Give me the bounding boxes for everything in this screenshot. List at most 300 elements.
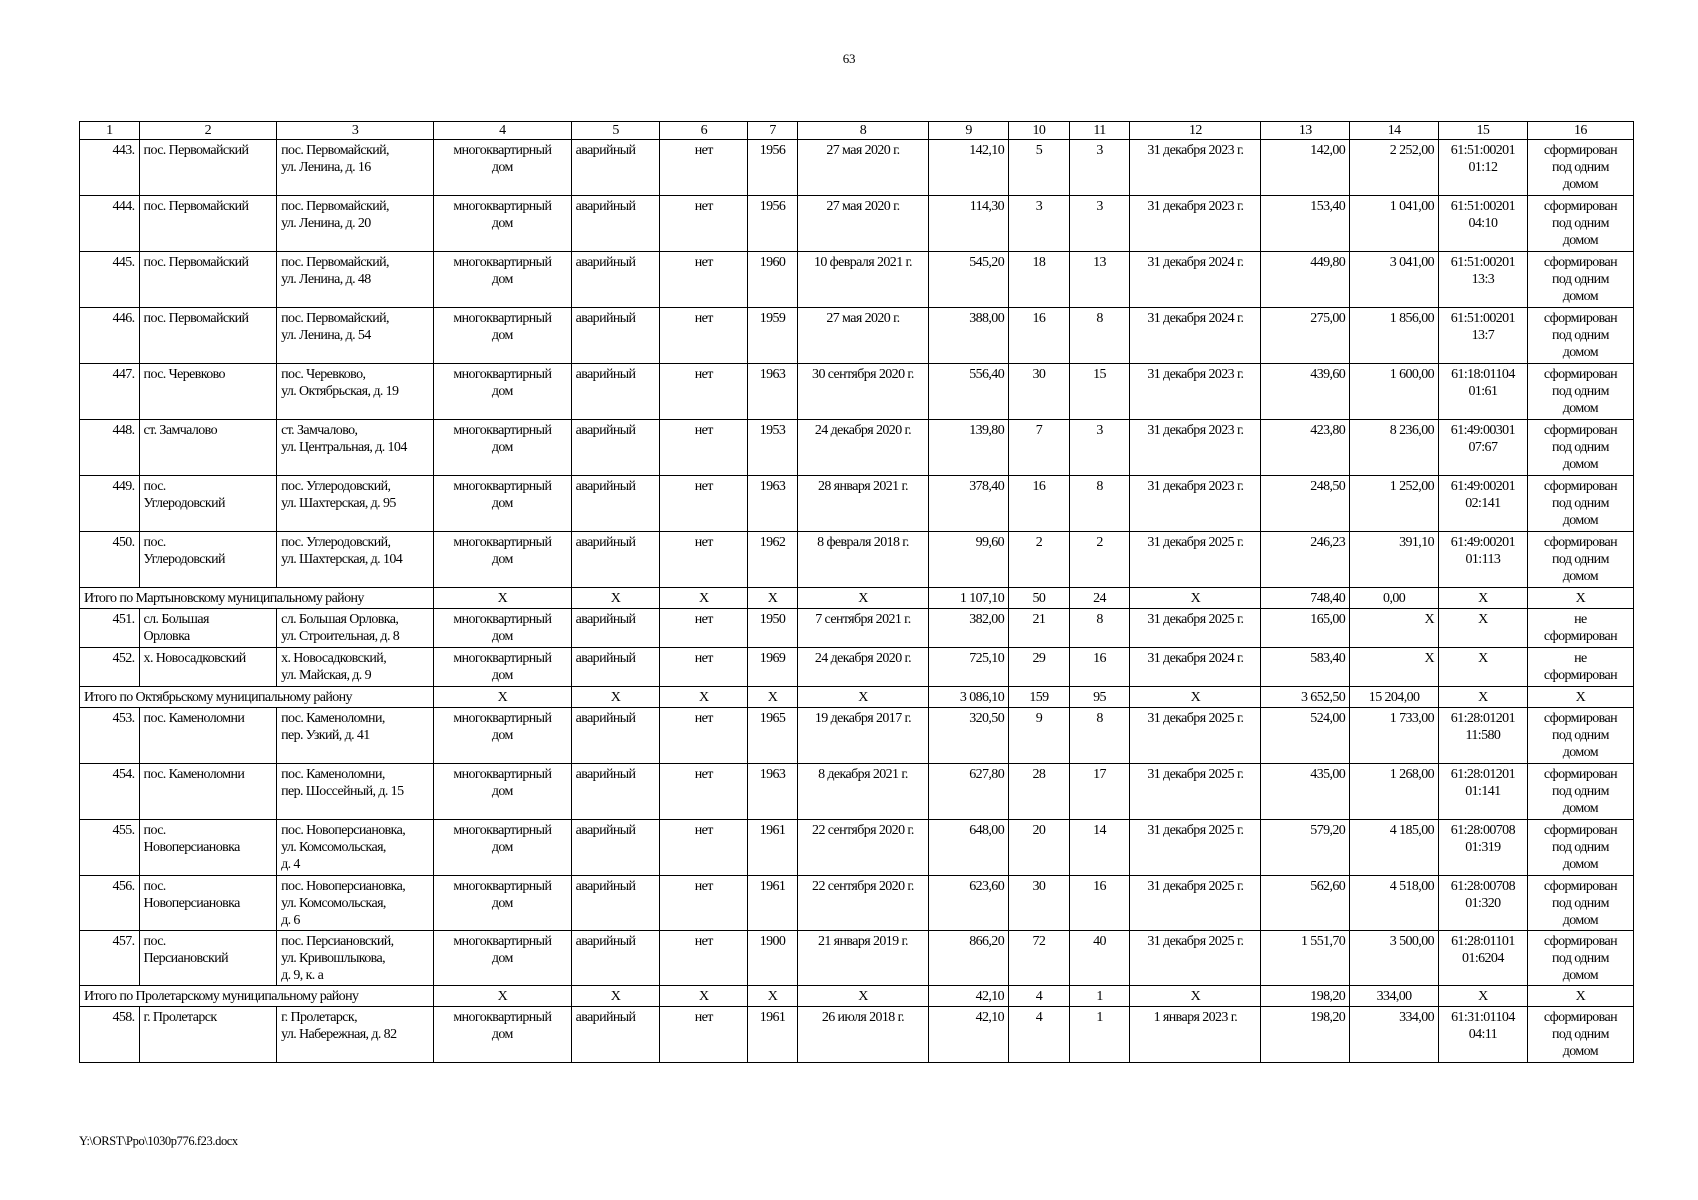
condition: аварийный — [571, 420, 660, 476]
flag: нет — [660, 876, 748, 931]
settlement-line: пос. — [143, 479, 166, 494]
flag: нет — [660, 609, 748, 648]
residents: 21 — [1009, 609, 1070, 648]
total-cadastral-number: X — [1439, 687, 1528, 708]
settlement: пос. Первомайский — [139, 140, 277, 196]
land-status-line: под одним — [1551, 272, 1609, 287]
resettlement-deadline: 31 декабря 2025 г. — [1130, 876, 1261, 931]
building-type-line: дом — [491, 668, 513, 683]
cost: 1 600,00 — [1350, 364, 1439, 420]
total-apartments: 1 — [1069, 986, 1130, 1007]
total-residents: 4 — [1009, 986, 1070, 1007]
table-row — [80, 609, 1634, 648]
resettlement-deadline: 31 декабря 2024 г. — [1130, 308, 1261, 364]
cadastral-number — [1439, 252, 1528, 308]
total-year: X — [748, 588, 798, 609]
address — [277, 708, 434, 764]
area: 725,10 — [928, 648, 1008, 687]
table-row — [80, 876, 1634, 931]
address-line: г. Пролетарск, — [281, 1010, 357, 1025]
building-type-line: дом — [491, 896, 513, 911]
cadastral-number-line: 11:580 — [1465, 728, 1501, 743]
total-year: X — [748, 986, 798, 1007]
cadastral-number — [1439, 308, 1528, 364]
cadastral-number — [1439, 420, 1528, 476]
settlement-line: пос. — [143, 934, 166, 949]
area: 388,00 — [928, 308, 1008, 364]
cadastral-number — [1439, 476, 1528, 532]
cadastral-number — [1439, 820, 1528, 876]
area: 627,80 — [928, 764, 1008, 820]
new-area: 198,20 — [1261, 1007, 1350, 1063]
building-type — [434, 532, 572, 588]
row-number: 457. — [80, 931, 140, 986]
settlement: пос. Каменоломни — [139, 708, 277, 764]
address — [277, 931, 434, 986]
address-line: пос. Углеродовский, — [281, 535, 391, 550]
settlement: ст. Замчалово — [139, 420, 277, 476]
settlement: пос. Первомайский — [139, 196, 277, 252]
table-body — [80, 122, 1634, 1063]
resettlement-deadline: 31 декабря 2025 г. — [1130, 820, 1261, 876]
year: 1965 — [748, 708, 798, 764]
settlement — [139, 476, 277, 532]
year: 1963 — [748, 764, 798, 820]
new-area: 165,00 — [1261, 609, 1350, 648]
address — [277, 420, 434, 476]
residents: 7 — [1009, 420, 1070, 476]
cadastral-number — [1439, 931, 1528, 986]
table-row — [80, 252, 1634, 308]
cadastral-number-line: 61:49:00201 — [1450, 535, 1515, 550]
land-status-line: под одним — [1551, 160, 1609, 175]
condition: аварийный — [571, 252, 660, 308]
address-line: ул. Кривошлыкова, — [281, 951, 385, 966]
column-number-row — [80, 122, 1634, 140]
cadastral-number — [1439, 364, 1528, 420]
land-status-line: сформирован — [1543, 629, 1617, 644]
total-flag: X — [660, 687, 748, 708]
cadastral-number-line: 01:319 — [1465, 840, 1501, 855]
table-row — [80, 648, 1634, 687]
area: 545,20 — [928, 252, 1008, 308]
apartments: 8 — [1069, 308, 1130, 364]
row-number: 455. — [80, 820, 140, 876]
new-area: 246,23 — [1261, 532, 1350, 588]
area: 378,40 — [928, 476, 1008, 532]
new-area: 579,20 — [1261, 820, 1350, 876]
cadastral-number-line: 61:28:00708 — [1450, 879, 1515, 894]
area: 320,50 — [928, 708, 1008, 764]
total-building-type: X — [434, 588, 572, 609]
recognition-date: 7 сентября 2021 г. — [797, 609, 928, 648]
building-type — [434, 820, 572, 876]
building-type — [434, 420, 572, 476]
area: 99,60 — [928, 532, 1008, 588]
address-line: ул. Комсомольская, — [281, 896, 386, 911]
column-number: 6 — [660, 122, 748, 140]
land-status — [1527, 876, 1633, 931]
year: 1959 — [748, 308, 798, 364]
new-area: 449,80 — [1261, 252, 1350, 308]
column-number: 14 — [1350, 122, 1439, 140]
building-type-line: многоквартирный — [453, 612, 552, 627]
total-recognition-date: X — [797, 687, 928, 708]
address — [277, 252, 434, 308]
cost: 8 236,00 — [1350, 420, 1439, 476]
total-area: 3 086,10 — [928, 687, 1008, 708]
resettlement-deadline: 31 декабря 2025 г. — [1130, 532, 1261, 588]
flag: нет — [660, 931, 748, 986]
total-condition: X — [571, 687, 660, 708]
land-status-line: домом — [1562, 801, 1599, 816]
total-cost: 334,00 — [1350, 986, 1439, 1007]
table-row — [80, 764, 1634, 820]
cadastral-number-line: 04:11 — [1468, 1027, 1498, 1042]
settlement: пос. Черевково — [139, 364, 277, 420]
flag: нет — [660, 708, 748, 764]
apartments: 1 — [1069, 1007, 1130, 1063]
land-status — [1527, 1007, 1633, 1063]
resettlement-deadline: 31 декабря 2025 г. — [1130, 708, 1261, 764]
land-status-line: сформирован — [1543, 879, 1617, 894]
settlement-line: Углеродовский — [143, 496, 225, 511]
address-line: пос. Углеродовский, — [281, 479, 391, 494]
address — [277, 876, 434, 931]
year: 1962 — [748, 532, 798, 588]
settlement-line: Новоперсиановка — [143, 840, 240, 855]
row-number: 454. — [80, 764, 140, 820]
land-status-line: домом — [1562, 177, 1599, 192]
land-status-line: домом — [1562, 913, 1599, 928]
settlement — [139, 876, 277, 931]
district-total-row — [80, 986, 1634, 1007]
resettlement-deadline: 31 декабря 2023 г. — [1130, 140, 1261, 196]
land-status-line: сформирован — [1543, 255, 1617, 270]
district-total-label: Итого по Мартыновскому муниципальному району — [80, 588, 434, 609]
building-type-line: дом — [491, 496, 513, 511]
resettlement-deadline: 31 декабря 2025 г. — [1130, 609, 1261, 648]
address-line: пос. Каменоломни, — [281, 711, 385, 726]
recognition-date: 27 мая 2020 г. — [797, 196, 928, 252]
housing-register-table — [79, 121, 1634, 1063]
cadastral-number-line: 61:18:01104 — [1451, 367, 1515, 382]
settlement: пос. Каменоломни — [139, 764, 277, 820]
land-status — [1527, 140, 1633, 196]
address-line: пос. Первомайский, — [281, 143, 389, 158]
land-status — [1527, 532, 1633, 588]
flag: нет — [660, 364, 748, 420]
address-line: ул. Набережная, д. 82 — [281, 1027, 397, 1042]
land-status-line: домом — [1562, 1044, 1599, 1059]
year: 1969 — [748, 648, 798, 687]
column-number: 15 — [1439, 122, 1528, 140]
recognition-date: 8 февраля 2018 г. — [797, 532, 928, 588]
cadastral-number-line: 04:10 — [1468, 216, 1498, 231]
building-type — [434, 196, 572, 252]
land-status-line: сформирован — [1543, 143, 1617, 158]
land-status-line: сформирован — [1543, 934, 1617, 949]
column-number: 10 — [1009, 122, 1070, 140]
flag: нет — [660, 764, 748, 820]
land-status — [1527, 364, 1633, 420]
address-line: ул. Октябрьская, д. 19 — [281, 384, 399, 399]
row-number: 452. — [80, 648, 140, 687]
column-number: 12 — [1130, 122, 1261, 140]
total-condition: X — [571, 986, 660, 1007]
land-status-line: сформирован — [1543, 668, 1617, 683]
settlement-line: Орловка — [143, 629, 190, 644]
address-line: пос. Первомайский, — [281, 199, 389, 214]
total-residents: 50 — [1009, 588, 1070, 609]
condition: аварийный — [571, 196, 660, 252]
building-type-line: дом — [491, 840, 513, 855]
row-number: 444. — [80, 196, 140, 252]
year: 1900 — [748, 931, 798, 986]
total-area: 1 107,10 — [928, 588, 1008, 609]
address-line: пос. Новоперсиановка, — [281, 879, 406, 894]
condition: аварийный — [571, 609, 660, 648]
building-type-line: дом — [491, 440, 513, 455]
residents: 2 — [1009, 532, 1070, 588]
land-status-line: сформирован — [1543, 311, 1617, 326]
residents: 16 — [1009, 476, 1070, 532]
building-type — [434, 1007, 572, 1063]
land-status-line: сформирован — [1543, 423, 1617, 438]
resettlement-deadline: 31 декабря 2025 г. — [1130, 764, 1261, 820]
cost: 2 252,00 — [1350, 140, 1439, 196]
land-status-line: под одним — [1551, 784, 1609, 799]
address-line: ул. Майская, д. 9 — [281, 668, 371, 683]
settlement-line: пос. — [143, 823, 166, 838]
total-new-area: 3 652,50 — [1261, 687, 1350, 708]
total-land-status: X — [1527, 588, 1633, 609]
address-line: ул. Ленина, д. 16 — [281, 160, 371, 175]
apartments: 16 — [1069, 648, 1130, 687]
total-apartments: 24 — [1069, 588, 1130, 609]
address-line: ст. Замчалово, — [281, 423, 358, 438]
building-type — [434, 648, 572, 687]
address — [277, 532, 434, 588]
flag: нет — [660, 196, 748, 252]
land-status — [1527, 708, 1633, 764]
cadastral-number-line: 61:28:01101 — [1451, 934, 1515, 949]
row-number: 451. — [80, 609, 140, 648]
recognition-date: 24 декабря 2020 г. — [797, 648, 928, 687]
recognition-date: 30 сентября 2020 г. — [797, 364, 928, 420]
column-number: 3 — [277, 122, 434, 140]
resettlement-deadline: 31 декабря 2023 г. — [1130, 476, 1261, 532]
cost: 3 041,00 — [1350, 252, 1439, 308]
settlement-line: Персиановский — [143, 951, 229, 966]
cost: 4 185,00 — [1350, 820, 1439, 876]
building-type-line: дом — [491, 951, 513, 966]
land-status-line: домом — [1562, 457, 1599, 472]
building-type-line: многоквартирный — [453, 311, 552, 326]
building-type-line: дом — [491, 629, 513, 644]
total-building-type: X — [434, 687, 572, 708]
settlement-line: Углеродовский — [143, 552, 225, 567]
row-number: 448. — [80, 420, 140, 476]
land-status-line: под одним — [1551, 1027, 1609, 1042]
apartments: 8 — [1069, 609, 1130, 648]
cost: 1 041,00 — [1350, 196, 1439, 252]
table-row — [80, 364, 1634, 420]
residents: 3 — [1009, 196, 1070, 252]
total-resettlement-deadline: X — [1130, 986, 1261, 1007]
flag: нет — [660, 476, 748, 532]
address-line: д. 4 — [281, 857, 300, 872]
area: 866,20 — [928, 931, 1008, 986]
year: 1953 — [748, 420, 798, 476]
building-type — [434, 308, 572, 364]
land-status-line: домом — [1562, 857, 1599, 872]
building-type — [434, 764, 572, 820]
cadastral-number-line: 07:67 — [1468, 440, 1498, 455]
address — [277, 764, 434, 820]
land-status-line: под одним — [1551, 384, 1609, 399]
cadastral-number: X — [1439, 648, 1528, 687]
column-number: 16 — [1527, 122, 1633, 140]
address-line: пос. Первомайский, — [281, 255, 389, 270]
building-type-line: дом — [491, 216, 513, 231]
address — [277, 364, 434, 420]
total-resettlement-deadline: X — [1130, 687, 1261, 708]
total-cost: 0,00 — [1350, 588, 1439, 609]
address-line: пос. Черевково, — [281, 367, 366, 382]
settlement: г. Пролетарск — [139, 1007, 277, 1063]
land-status-line: домом — [1562, 289, 1599, 304]
land-status — [1527, 648, 1633, 687]
condition: аварийный — [571, 820, 660, 876]
year: 1961 — [748, 820, 798, 876]
cadastral-number-line: 61:28:01201 — [1450, 767, 1515, 782]
land-status-line: домом — [1562, 569, 1599, 584]
total-cost: 15 204,00 — [1350, 687, 1439, 708]
column-number: 2 — [139, 122, 277, 140]
table-row — [80, 1007, 1634, 1063]
address-line: ул. Ленина, д. 54 — [281, 328, 371, 343]
year: 1961 — [748, 1007, 798, 1063]
total-cadastral-number: X — [1439, 588, 1528, 609]
land-status-line: сформирован — [1543, 823, 1617, 838]
land-status-line: сформирован — [1543, 1010, 1617, 1025]
address — [277, 140, 434, 196]
land-status-line: под одним — [1551, 840, 1609, 855]
building-type-line: дом — [491, 272, 513, 287]
row-number: 456. — [80, 876, 140, 931]
cost: X — [1350, 609, 1439, 648]
area: 139,80 — [928, 420, 1008, 476]
row-number: 453. — [80, 708, 140, 764]
land-status-line: домом — [1562, 968, 1599, 983]
building-type — [434, 140, 572, 196]
address — [277, 308, 434, 364]
total-residents: 159 — [1009, 687, 1070, 708]
land-status-line: под одним — [1551, 216, 1609, 231]
new-area: 423,80 — [1261, 420, 1350, 476]
address — [277, 648, 434, 687]
residents: 29 — [1009, 648, 1070, 687]
land-status-line: сформирован — [1543, 199, 1617, 214]
land-status — [1527, 420, 1633, 476]
apartments: 8 — [1069, 476, 1130, 532]
total-apartments: 95 — [1069, 687, 1130, 708]
condition: аварийный — [571, 532, 660, 588]
row-number: 458. — [80, 1007, 140, 1063]
land-status — [1527, 931, 1633, 986]
building-type-line: многоквартирный — [453, 199, 552, 214]
land-status-line: домом — [1562, 233, 1599, 248]
cost: 1 856,00 — [1350, 308, 1439, 364]
address-line: пос. Первомайский, — [281, 311, 389, 326]
table-row — [80, 476, 1634, 532]
cadastral-number-line: 13:7 — [1471, 328, 1495, 343]
residents: 4 — [1009, 1007, 1070, 1063]
building-type — [434, 609, 572, 648]
recognition-date: 28 января 2021 г. — [797, 476, 928, 532]
building-type — [434, 364, 572, 420]
table-row — [80, 420, 1634, 476]
building-type-line: многоквартирный — [453, 1010, 552, 1025]
row-number: 450. — [80, 532, 140, 588]
cadastral-number-line: 61:51:00201 — [1450, 311, 1515, 326]
land-status-line: под одним — [1551, 552, 1609, 567]
address-line: д. 9, к. а — [281, 968, 324, 983]
residents: 18 — [1009, 252, 1070, 308]
cost: 3 500,00 — [1350, 931, 1439, 986]
recognition-date: 27 мая 2020 г. — [797, 140, 928, 196]
building-type — [434, 476, 572, 532]
table-row — [80, 140, 1634, 196]
address-line: пер. Узкий, д. 41 — [281, 728, 370, 743]
land-status-line: домом — [1562, 401, 1599, 416]
recognition-date: 19 декабря 2017 г. — [797, 708, 928, 764]
district-total-row — [80, 588, 1634, 609]
cadastral-number-line: 01:12 — [1468, 160, 1498, 175]
cadastral-number-line: 61:49:00301 — [1450, 423, 1515, 438]
total-land-status: X — [1527, 986, 1633, 1007]
column-number: 1 — [80, 122, 140, 140]
land-status-line: под одним — [1551, 896, 1609, 911]
total-flag: X — [660, 986, 748, 1007]
address-line: ул. Ленина, д. 48 — [281, 272, 371, 287]
total-recognition-date: X — [797, 986, 928, 1007]
year: 1963 — [748, 476, 798, 532]
land-status-line: домом — [1562, 513, 1599, 528]
total-condition: X — [571, 588, 660, 609]
address-line: пос. Новоперсиановка, — [281, 823, 406, 838]
cadastral-number-line: 61:51:00201 — [1450, 143, 1515, 158]
row-number: 443. — [80, 140, 140, 196]
new-area: 153,40 — [1261, 196, 1350, 252]
building-type-line: дом — [491, 784, 513, 799]
total-land-status: X — [1527, 687, 1633, 708]
area: 382,00 — [928, 609, 1008, 648]
cadastral-number-line: 61:31:01104 — [1451, 1010, 1515, 1025]
row-number: 447. — [80, 364, 140, 420]
recognition-date: 27 мая 2020 г. — [797, 308, 928, 364]
land-status-line: под одним — [1551, 440, 1609, 455]
cadastral-number-line: 01:141 — [1465, 784, 1501, 799]
residents: 5 — [1009, 140, 1070, 196]
resettlement-deadline: 31 декабря 2024 г. — [1130, 252, 1261, 308]
apartments: 15 — [1069, 364, 1130, 420]
cost: 1 252,00 — [1350, 476, 1439, 532]
row-number: 445. — [80, 252, 140, 308]
land-status-line: домом — [1562, 345, 1599, 360]
building-type-line: дом — [491, 552, 513, 567]
